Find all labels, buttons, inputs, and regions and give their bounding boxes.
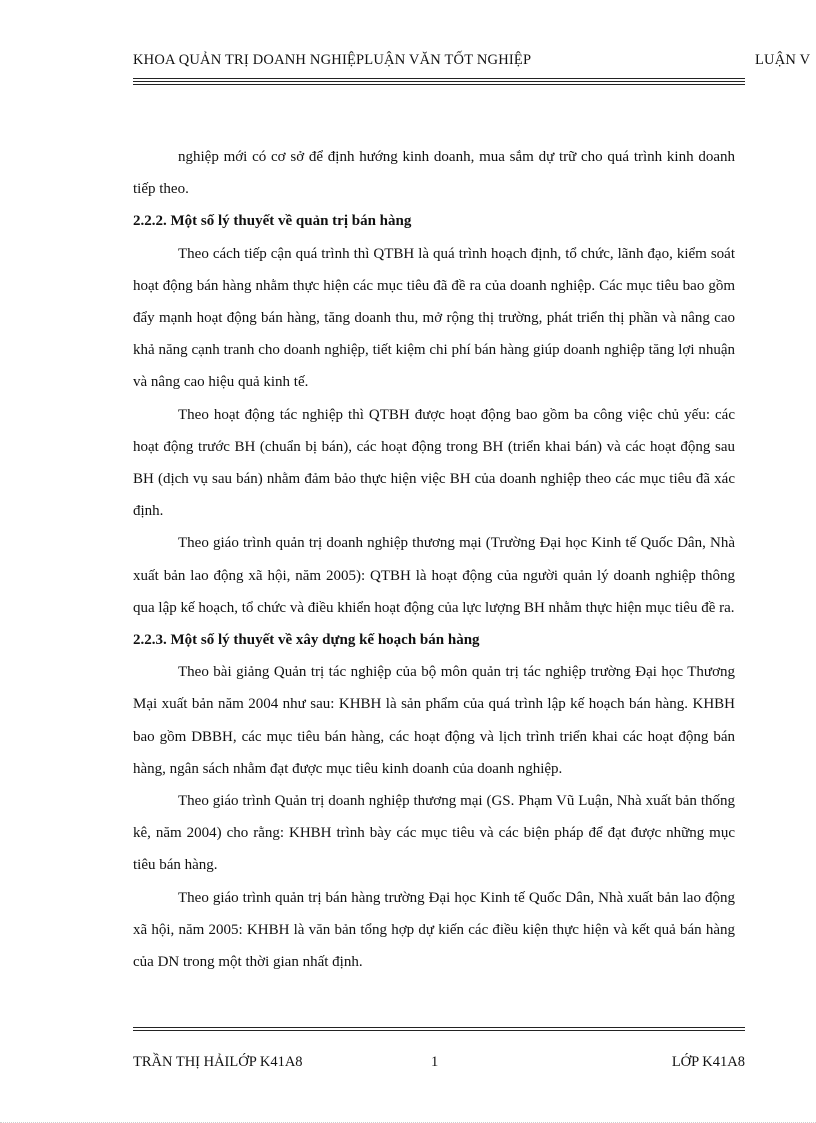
header-rule-bottom <box>133 84 745 85</box>
paragraph: Theo giáo trình quản trị doanh nghiệp thương mại (Trường Đại học Kinh tế Quốc Dân, Nhà xuất bản lao động xã hội, năm 2005): QTBH là hoạt động của người quản lý doanh nghiệp thông qua lập kế hoạch, tổ chức và điều khiển hoạt động của lực lượng BH nhằm thực hiện mục tiêu đề ra. <box>133 535 735 616</box>
footer-rule-top <box>133 1027 745 1028</box>
header-right-text: LUẬN V <box>755 52 811 68</box>
page-body <box>133 141 735 978</box>
header-left-text: KHOA QUẢN TRỊ DOANH NGHIỆPLUẬN VĂN TỐT NGHIỆP <box>133 52 532 68</box>
paragraph: Theo giáo trình quản trị bán hàng trường Đại học Kinh tế Quốc Dân, Nhà xuất bản lao động xã hội, năm 2005: KHBH là văn bản tổng hợp dự kiến các điều kiện thực hiện và kết quả bán hàng của DN trong một thời gian nhất định. <box>133 889 735 971</box>
page-footer <box>133 1054 745 1074</box>
paragraph: Theo bài giảng Quản trị tác nghiệp của bộ môn quản trị tác nghiệp trường Đại học Thương Mại xuất bản năm 2004 như sau: KHBH là sản phẩm của quá trình lập kế hoạch bán hàng. KHBH bao gồm DBBH, các mục tiêu bán hàng, các hoạt động và lịch trình triển khai các hoạt động bán hàng, ngân sách nhằm đạt được mục tiêu kinh doanh của doanh nghiệp. <box>133 664 735 777</box>
footer-author: TRẦN THỊ HẢILỚP K41A8 <box>133 1054 303 1070</box>
header-rule-middle <box>133 81 745 82</box>
paragraph-continued: nghiệp mới có cơ sở để định hướng kinh doanh, mua sắm dự trữ cho quá trình kinh doanh tiếp theo. <box>133 149 735 198</box>
paragraph: Theo cách tiếp cận quá trình thì QTBH là quá trình hoạch định, tổ chức, lãnh đạo, kiểm soát hoạt động bán hàng nhằm thực hiện các mục tiêu đã đề ra của doanh nghiệp. Các mục tiêu bao gồm đẩy mạnh hoạt động bán hàng, tăng doanh thu, mở rộng thị trường, phát triển thị phần và nâng cao khả năng cạnh tranh cho doanh nghiệp, tiết kiệm chi phí bán hàng giúp doanh nghiệp tăng lợi nhuận và nâng cao hiệu quả kinh tế. <box>133 245 735 391</box>
footer-class: LỚP K41A8 <box>671 1054 745 1070</box>
footer-rule-bottom <box>133 1030 745 1031</box>
section-heading-2-2-3: 2.2.3. Một số lý thuyết về xây dựng kế hoạch bán hàng <box>133 632 480 649</box>
page-header <box>133 52 816 74</box>
paragraph: Theo hoạt động tác nghiệp thì QTBH được hoạt động bao gồm ba công việc chủ yếu: các hoạt động trước BH (chuẩn bị bán), các hoạt động trong BH (triển khai bán) và các hoạt động sau BH (dịch vụ sau bán) nhằm đảm bảo thực hiện việc BH của doanh nghiệp theo các mục tiêu đã xác định. <box>133 406 735 520</box>
header-rule-top <box>133 78 745 79</box>
page-number: 1 <box>431 1054 439 1070</box>
paragraph: Theo giáo trình Quản trị doanh nghiệp thương mại (GS. Phạm Vũ Luận, Nhà xuất bản thống kê, năm 2004) cho rằng: KHBH trình bày các mục tiêu và các biện pháp để đạt được những mục tiêu bán hàng. <box>133 793 735 874</box>
section-heading-2-2-2: 2.2.2. Một số lý thuyết về quản trị bán hàng <box>133 213 412 230</box>
